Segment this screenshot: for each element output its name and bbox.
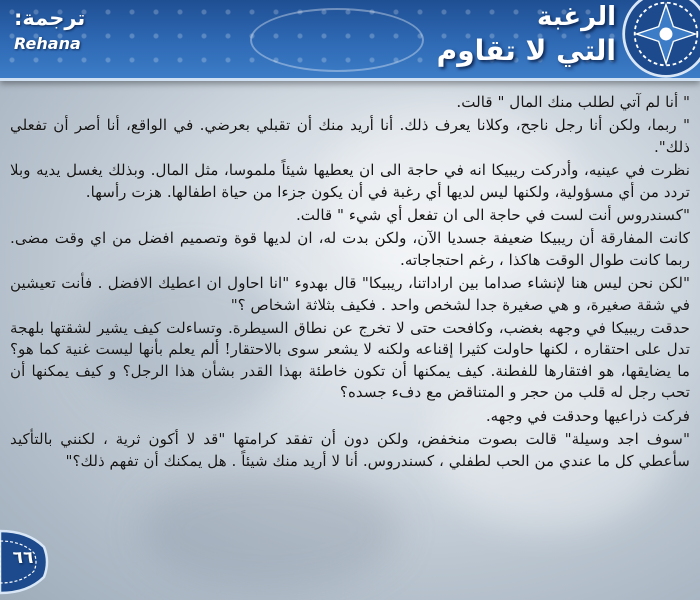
corner-ornament-icon	[620, 0, 700, 80]
paragraph: "كسندروس أنت لست في حاجة الى ان تفعل أي شيء " قالت.	[295, 206, 690, 225]
background-cloud	[140, 470, 400, 590]
paragraph: حدقت ريبيكا في وجهه بغضب، وكافحت حتى لا تخرج عن نطاق السيطرة. وتساءلت كيف يشير لشقتها بلهجة تدل على احتقاره ، لكنها حاولت كثيرا إقناعه ولكنه لا يشعر سوى بالاحتقار! ألم يعلم بأنها ليست غنية كما هو؟ ما يضايقها، هو افتقارها للفطنة. كيف يمكنها أن تكون خاطئة بهذا القدر بشأن هذا الرجل؟ و كيف يمكنها أن تحب رجل له قلب من حجر و المتناقض مع دفء جسده؟	[10, 319, 690, 402]
paragraph: " أنا لم آتي لطلب منك المال " قالت.	[456, 93, 690, 111]
banner-swirl-ornament	[250, 8, 424, 72]
story-text	[10, 92, 690, 474]
translation-label: ترجمة:	[14, 6, 86, 30]
paragraph: " ربما، ولكن أنا رجل ناجح، وكلانا يعرف ذلك. أنا أريد منك أن تقبلي بعرضي. في الواقع، أنا أصر أن تفعلي ذلك".	[10, 116, 690, 156]
paragraph: كانت المفارقة أن ريبيكا ضعيفة جسديا الآن، ولكن بدت له، ان لديها قوة وتصميم افضل من اي وقت مضى. ربما كانت طوال الوقت هاكذا ، رغم احتجاجاته.	[10, 229, 690, 269]
book-title-line2: التي لا تقاوم	[436, 34, 616, 67]
book-title-line1: الرغبة	[537, 2, 616, 32]
translator-name: Rehana	[14, 34, 81, 53]
paragraph: نظرت في عينيه، وأدركت ريبيكا انه في حاجة الى ان يعطيها شيئاً ملموسا، مثل المال. وبذلك يغسل يديه وبلا تردد من أي مسؤولية، ولكنها ليس لديها أي رغبة في أن يكون جزءا من حياة اطفالها. هزت رأسها.	[10, 161, 690, 201]
paragraph: "سوف اجد وسيلة" قالت بصوت منخفض، ولكن دون أن تفقد كرامتها "قد لا أكون ثرية ، لكنني بالتأكيد سأعطي كل ما عندي من الحب لطفلي ، كسندروس. أنا لا أريد منك شيئاً . هل يمكنك أن تفهم ذلك؟"	[10, 430, 690, 470]
paragraph: "لكن نحن ليس هنا لإنشاء صداما بين اراداتنا، ريبيكا" قال بهدوء "انا احاول ان اعطيك الافضل . فأنت تعيشين في شقة صغيرة، و هي صغيرة جدا لشخص واحد . فكيف بثلاثة اشخاص ؟"	[10, 274, 690, 314]
paragraph: فركت ذراعيها وحدقت في وجهه.	[485, 406, 690, 425]
page-number: ٦٦	[12, 548, 34, 568]
header-banner	[0, 0, 700, 81]
